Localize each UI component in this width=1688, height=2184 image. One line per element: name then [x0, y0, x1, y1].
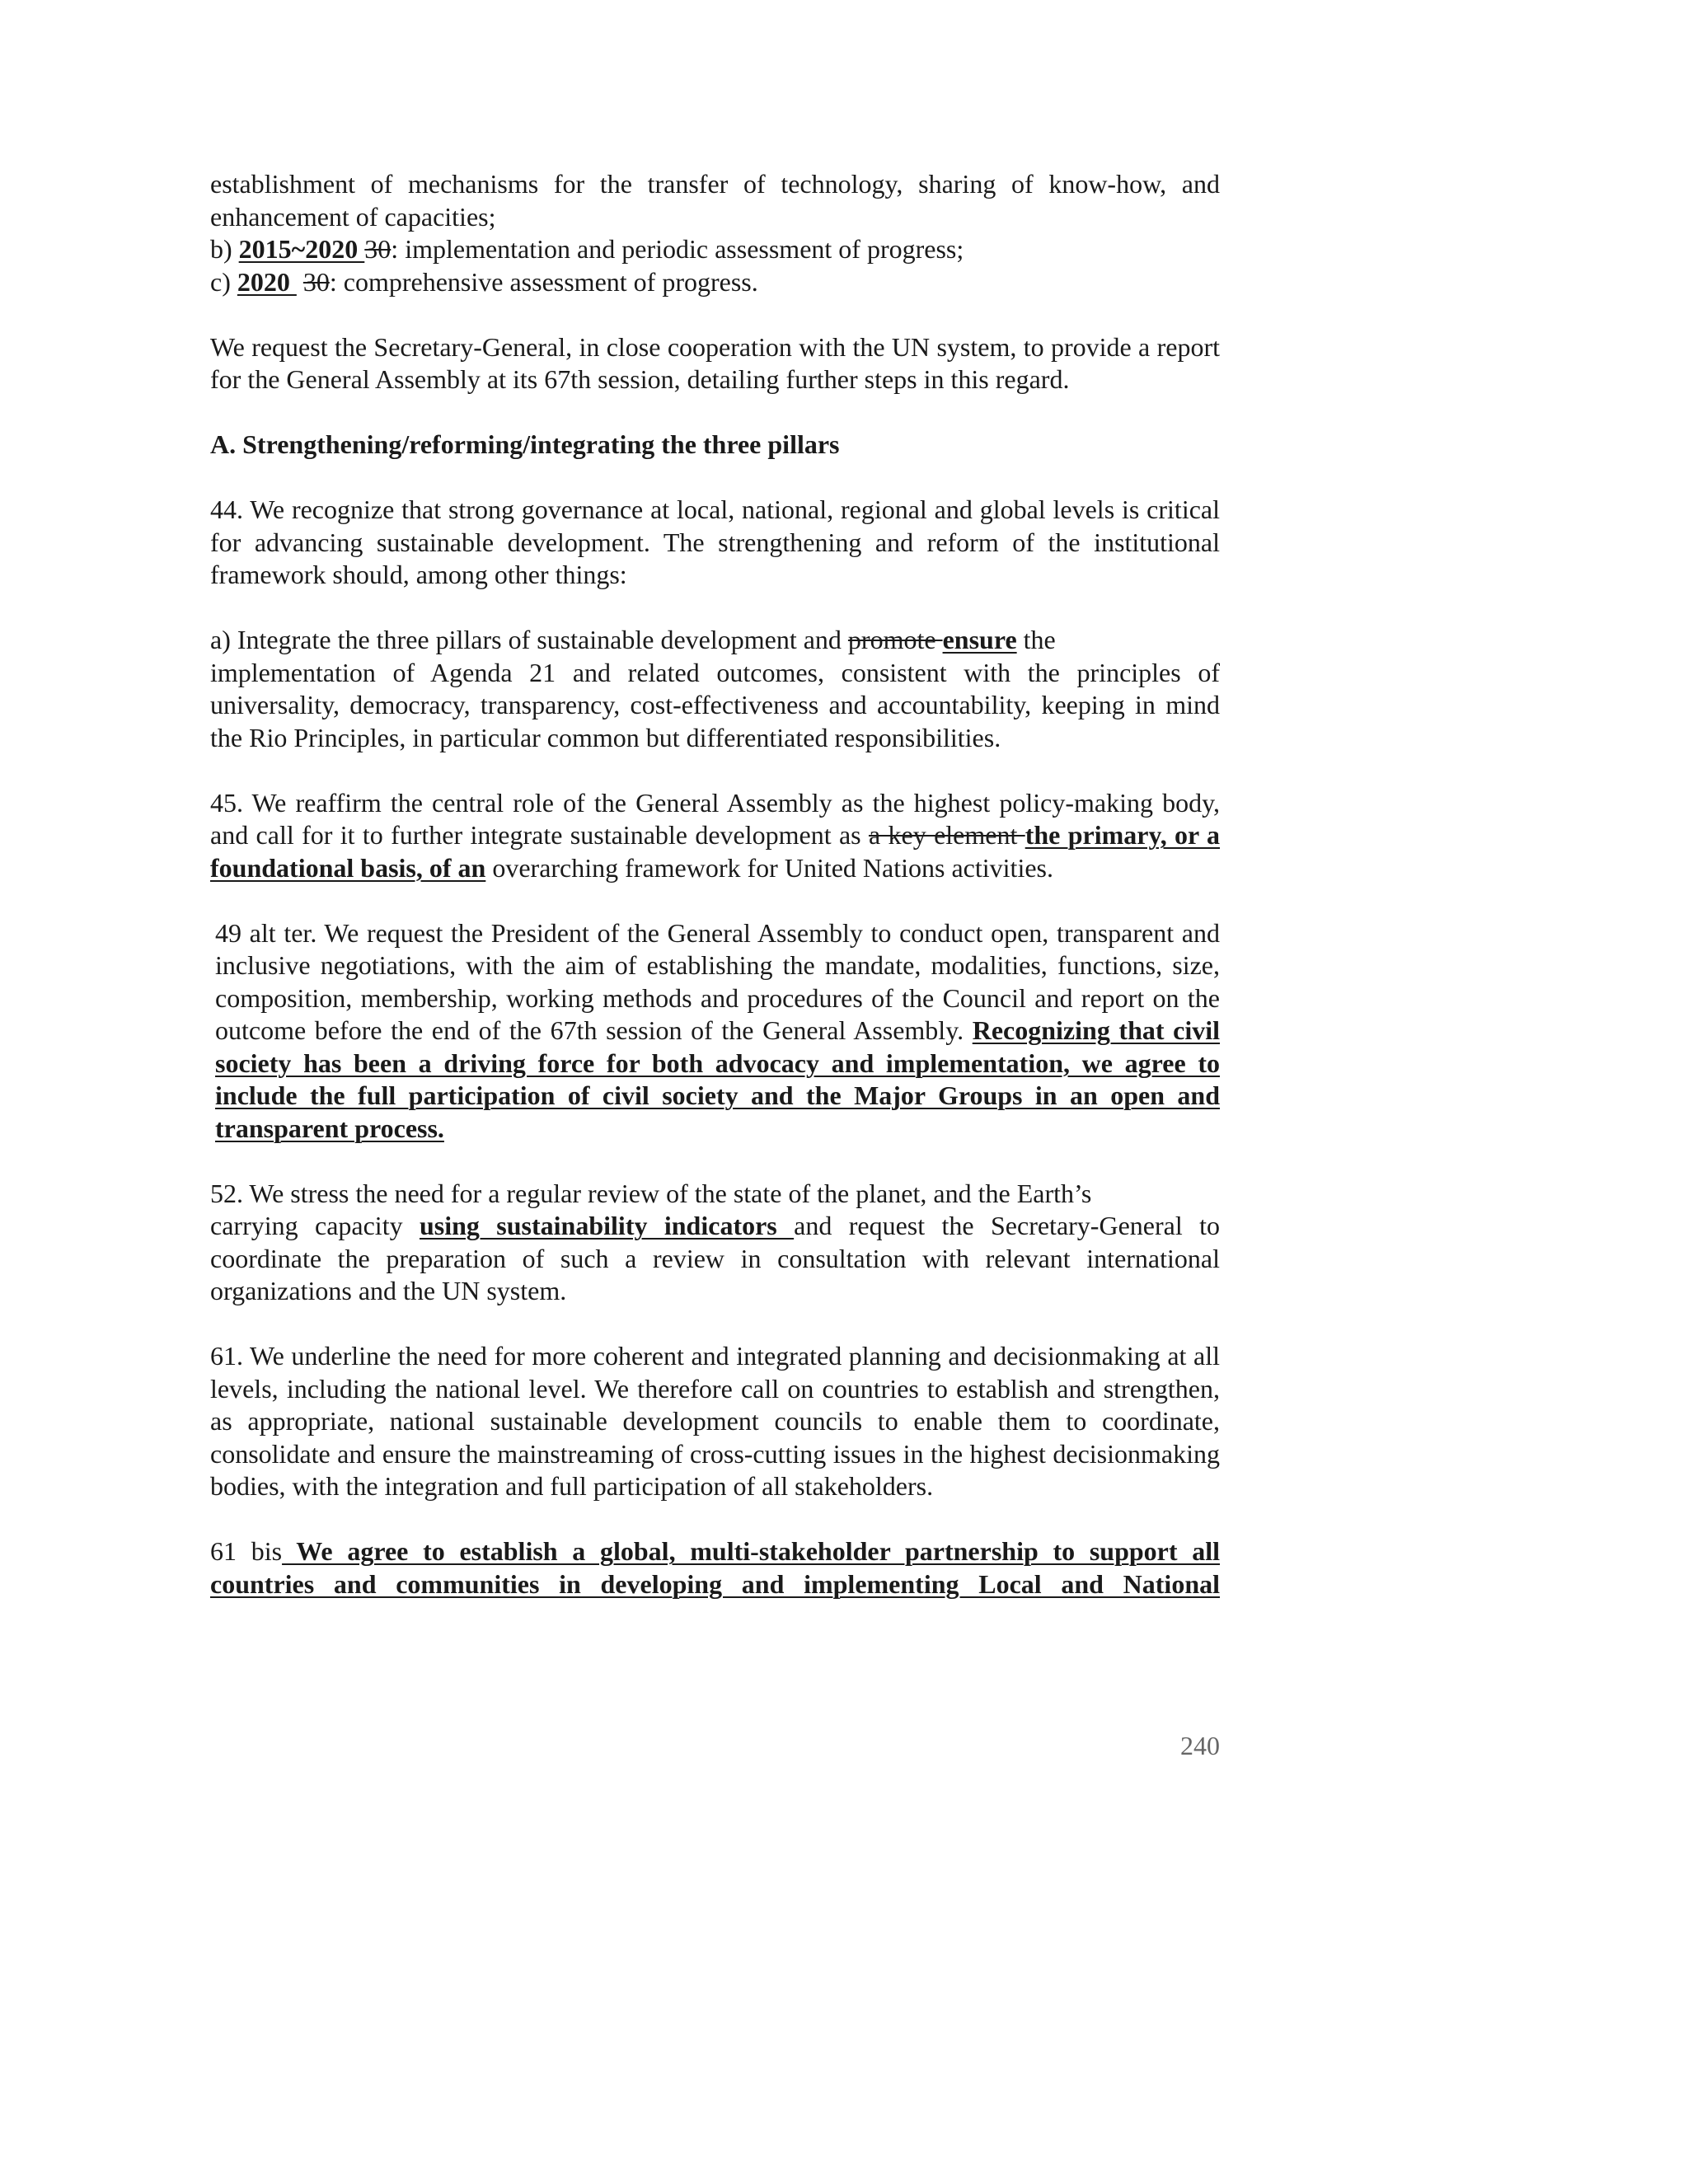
paragraph-61-bis-inserted-text-cont: countries and communities in developing and implementing Local and National — [210, 1568, 1220, 1599]
paragraph-49-inserted-text: Recognizing that civil society has been a driving force for both advocacy and implementation, we agree to include the full participation of civil society and the Major Groups in an open and transparent process. — [215, 1015, 1221, 1143]
paragraph-gap — [210, 1145, 1220, 1178]
paragraph-45-inserted-text: the primary, or a foundational basis, of an — [210, 820, 1221, 883]
item-c-inserted-text: 2020 — [237, 266, 297, 297]
paragraph-49-text: 49 alt ter. We request the President of the General Assembly to conduct open, transparent and inclusive negotiations, with the aim of establishing the mandate, modalities, functions, size, composition, membership, working methods and procedures of the Council and report on the outcome before the end of the 67th session of the General Assembly. — [215, 917, 1220, 1045]
item-b-prefix: b) — [210, 234, 239, 264]
paragraph-gap — [210, 462, 1220, 494]
page-number: 240 — [1180, 1731, 1220, 1760]
paragraph-61-bis-line-1 — [210, 1535, 1220, 1568]
paragraph-44: 44. We recognize that strong governance at local, national, regional and global levels is critical for advancing sustainable development. The strengthening and reform of the institutional framework should, among other things: — [210, 494, 1220, 589]
intro-line-1: establishment of mechanisms for the transfer of technology, sharing of know-how, and — [210, 169, 1220, 199]
paragraph-44a-text-end: the — [1016, 625, 1056, 654]
paragraph-52-inserted-text: using sustainability indicators — [419, 1211, 795, 1240]
paragraph-gap — [210, 592, 1220, 625]
paragraph-45-text: 45. We reaffirm the central role of the General Assembly as the highest policy-making body, and call for it to further integrate sustainable development as — [210, 787, 1220, 850]
paragraph-45-deleted-text: a key element — [868, 820, 1025, 850]
paragraph-gap — [210, 1503, 1220, 1536]
section-heading: A. Strengthening/reforming/integrating the three pillars — [210, 429, 840, 459]
paragraph-45 — [210, 787, 1220, 885]
item-b-text: : implementation and periodic assessment of progress; — [391, 234, 964, 264]
paragraph-52-body — [210, 1210, 1220, 1308]
item-c-space — [297, 267, 303, 297]
paragraph-44a-inserted-text: ensure — [942, 625, 1017, 654]
paragraph-52-text-end: and request the Secretary-General to coordinate the preparation of such a review in consultation with relevant international organizations and the UN system. — [210, 1211, 1221, 1305]
paragraph-gap — [210, 396, 1220, 429]
item-b-deleted-text: 30 — [364, 234, 392, 264]
item-b — [210, 233, 1220, 266]
request-paragraph: We request the Secretary-General, in close cooperation with the UN system, to provide a report for the General Assembly at its 67th session, detailing further steps in this regard. — [210, 331, 1220, 394]
paragraph-61-bis-inserted-text: We agree to establish a global, multi-stakeholder partnership to support all — [282, 1536, 1221, 1566]
paragraph-44a-deleted-text: promote — [847, 625, 943, 654]
paragraph-45-text-end: overarching framework for United Nations activities. — [485, 852, 1053, 883]
intro-line-2: enhancement of capacities; — [210, 201, 496, 232]
item-b-inserted-text: 2015~2020 — [238, 234, 365, 264]
item-c-text: : comprehensive assessment of progress. — [329, 266, 758, 297]
paragraph-61-bis-prefix: 61 bis — [210, 1536, 283, 1566]
item-c-deleted-text: 30 — [302, 266, 330, 297]
paragraph-gap — [210, 754, 1220, 787]
paragraph-gap — [210, 298, 1220, 331]
item-c-prefix: c) — [210, 266, 237, 297]
paragraph-61: 61. We underline the need for more coherent and integrated planning and decisionmaking at all levels, including the national level. We therefore call on countries to establish and strengthen, as appropriate, national sustainable development councils to enable them to coordinate, consolidate and ensure the mainstreaming of cross-cutting issues in the highest decisionmaking bodies, with the integration and full participation of all stakeholders. — [210, 1341, 1220, 1501]
paragraph-44a-body: implementation of Agenda 21 and related outcomes, consistent with the principles of universality, democracy, transparency, cost-effectiveness and accountability, keeping in mind the Rio Principles, in particular common but differentiated responsibilities. — [210, 657, 1220, 752]
paragraph-gap — [210, 884, 1220, 917]
paragraph-52-line-1: 52. We stress the need for a regular review of the state of the planet, and the Earth’s — [210, 1178, 1092, 1208]
paragraph-61-bis-line-2 — [210, 1568, 1220, 1601]
paragraph-gap — [210, 1308, 1220, 1341]
item-c — [210, 266, 1220, 299]
paragraph-49-alt-ter — [210, 917, 1220, 1146]
paragraph-44a-text: a) Integrate the three pillars of sustainable development and — [210, 625, 848, 654]
paragraph-52-text: carrying capacity — [210, 1211, 420, 1240]
document-body — [210, 168, 1220, 1601]
paragraph-44a-line-1 — [210, 624, 1220, 657]
